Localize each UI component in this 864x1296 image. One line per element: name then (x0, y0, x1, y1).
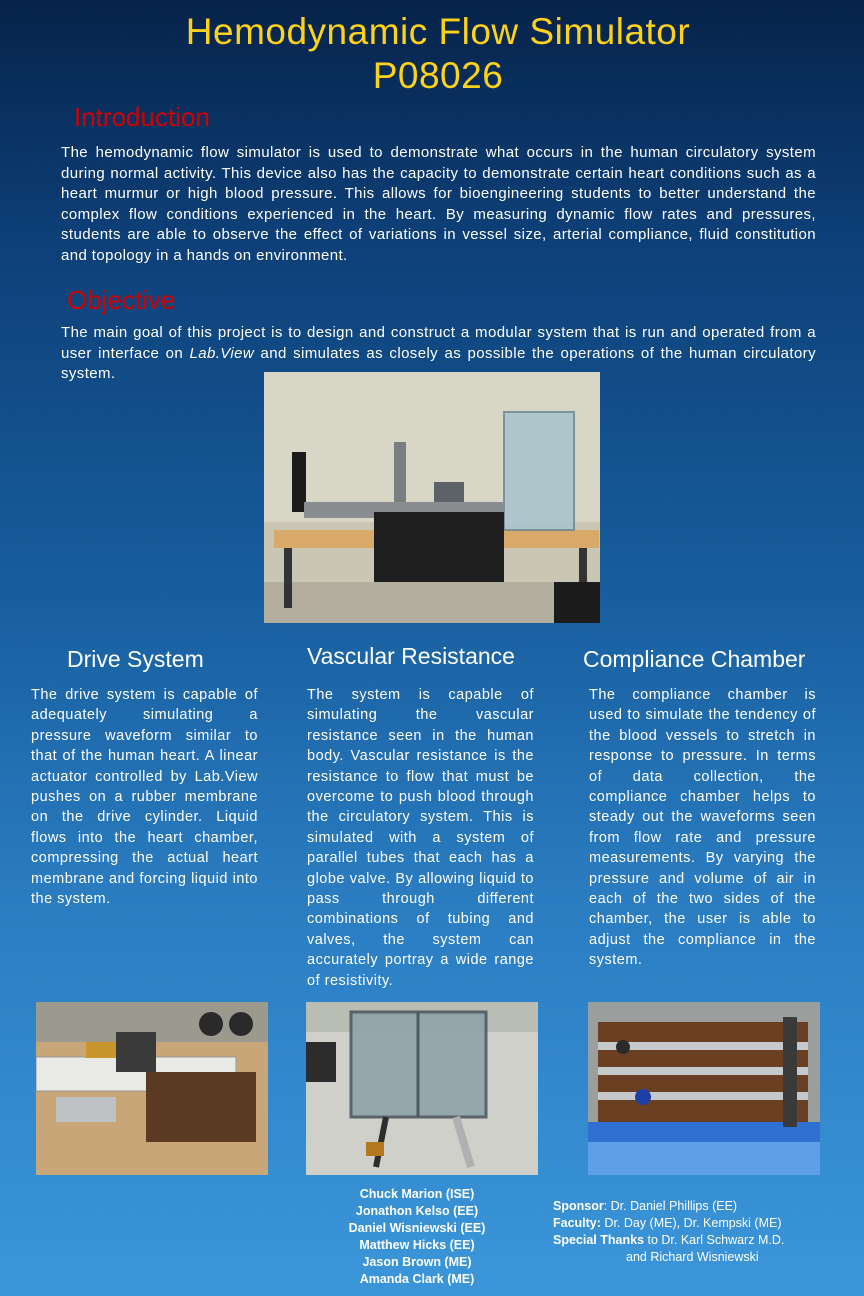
team-member: Daniel Wisniewski (EE) (348, 1220, 486, 1235)
faculty-line (553, 1215, 853, 1232)
thanks-label: Special Thanks (553, 1233, 645, 1247)
team-member: Matthew Hicks (EE) (359, 1237, 475, 1252)
compliance-chamber-photo (306, 1002, 538, 1175)
compliance-chamber-text: The compliance chamber is used to simulate the tendency of the blood vessels to stretch in response to pressure. In terms of data collection, the compliance chamber helps to steady out the waveforms seen from flow rate and pressure measurements. By varying the pressure and volume of air in each of the two sides of the chamber, the user is able to adjust the compliance in the system. (589, 687, 816, 969)
thanks-line (553, 1232, 853, 1249)
faculty-value: Dr. Day (ME), Dr. Kempski (ME) (600, 1216, 782, 1230)
introduction-text: The hemodynamic flow simulator is used to demonstrate what occurs in the human circulatory system during normal activity. This device also has the capacity to demonstrate certain heart conditions such as a heart murmur or high blood pressure. This allows for bioengineering students to better understand the complex flow conditions experienced in the heart. By measuring dynamic flow rates and pressures, students are able to observe the effect of variations in vessel size, arterial compliance, fluid constitution and topology in a hands on environment. (61, 144, 816, 264)
system-photo (264, 372, 600, 623)
team-member: Amanda Clark (ME) (359, 1271, 475, 1286)
drive-system-photo (36, 1002, 268, 1175)
objective-text-labview: Lab.View (189, 344, 255, 362)
drive-system-heading: Drive System (67, 646, 204, 672)
objective-heading: Objective (67, 285, 176, 315)
sponsor-line (553, 1198, 853, 1215)
drive-system-text: The drive system is capable of adequately simulating a pressure waveform similar to that of the human heart. A linear actuator controlled by Lab.View pushes on a rubber membrane on the drive cylinder. Liquid flows into the heart chamber, compressing the actual heart membrane and forcing liquid into the system. (31, 687, 258, 908)
objective-text-part1: The main goal of this project is to design and construct a modular system that is run and operated from a user interface on (61, 324, 816, 362)
vascular-resistance-heading: Vascular Resistance (307, 643, 515, 669)
compliance-chamber-heading: Compliance Chamber (583, 646, 806, 672)
title-line-2: P08026 (372, 55, 504, 96)
sponsor-label: Sponsor (553, 1199, 604, 1213)
thanks-line-2: and Richard Wisniewski (626, 1250, 759, 1264)
poster-title (0, 10, 864, 98)
team-member: Chuck Marion (ISE) (359, 1187, 475, 1201)
credits-block (553, 1198, 853, 1266)
vascular-resistance-photo (588, 1002, 820, 1175)
team-member: Jonathon Kelso (EE) (355, 1203, 479, 1218)
team-list (334, 1186, 500, 1287)
team-member: Jason Brown (ME) (362, 1254, 472, 1269)
vascular-resistance-text: The system is capable of simulating the vascular resistance seen in the human body. Vascular resistance is the resistance to flow that must be overcome to push blood through the circulatory system. This is simulated with a system of parallel tubes that each has a globe valve. By allowing liquid to pass through different combinations of tubing and valves, the system can accurately portray a wide range of resistivity. (307, 687, 534, 989)
introduction-heading: Introduction (74, 102, 210, 132)
faculty-label: Faculty: (553, 1216, 601, 1230)
objective-text-part2: and simulates as closely as possible the operations of the human circulatory system. (61, 344, 816, 382)
thanks-value: to Dr. Karl Schwarz M.D. (644, 1233, 785, 1247)
title-line-1: Hemodynamic Flow Simulator (185, 11, 691, 52)
sponsor-value: : Dr. Daniel Phillips (EE) (603, 1199, 738, 1213)
